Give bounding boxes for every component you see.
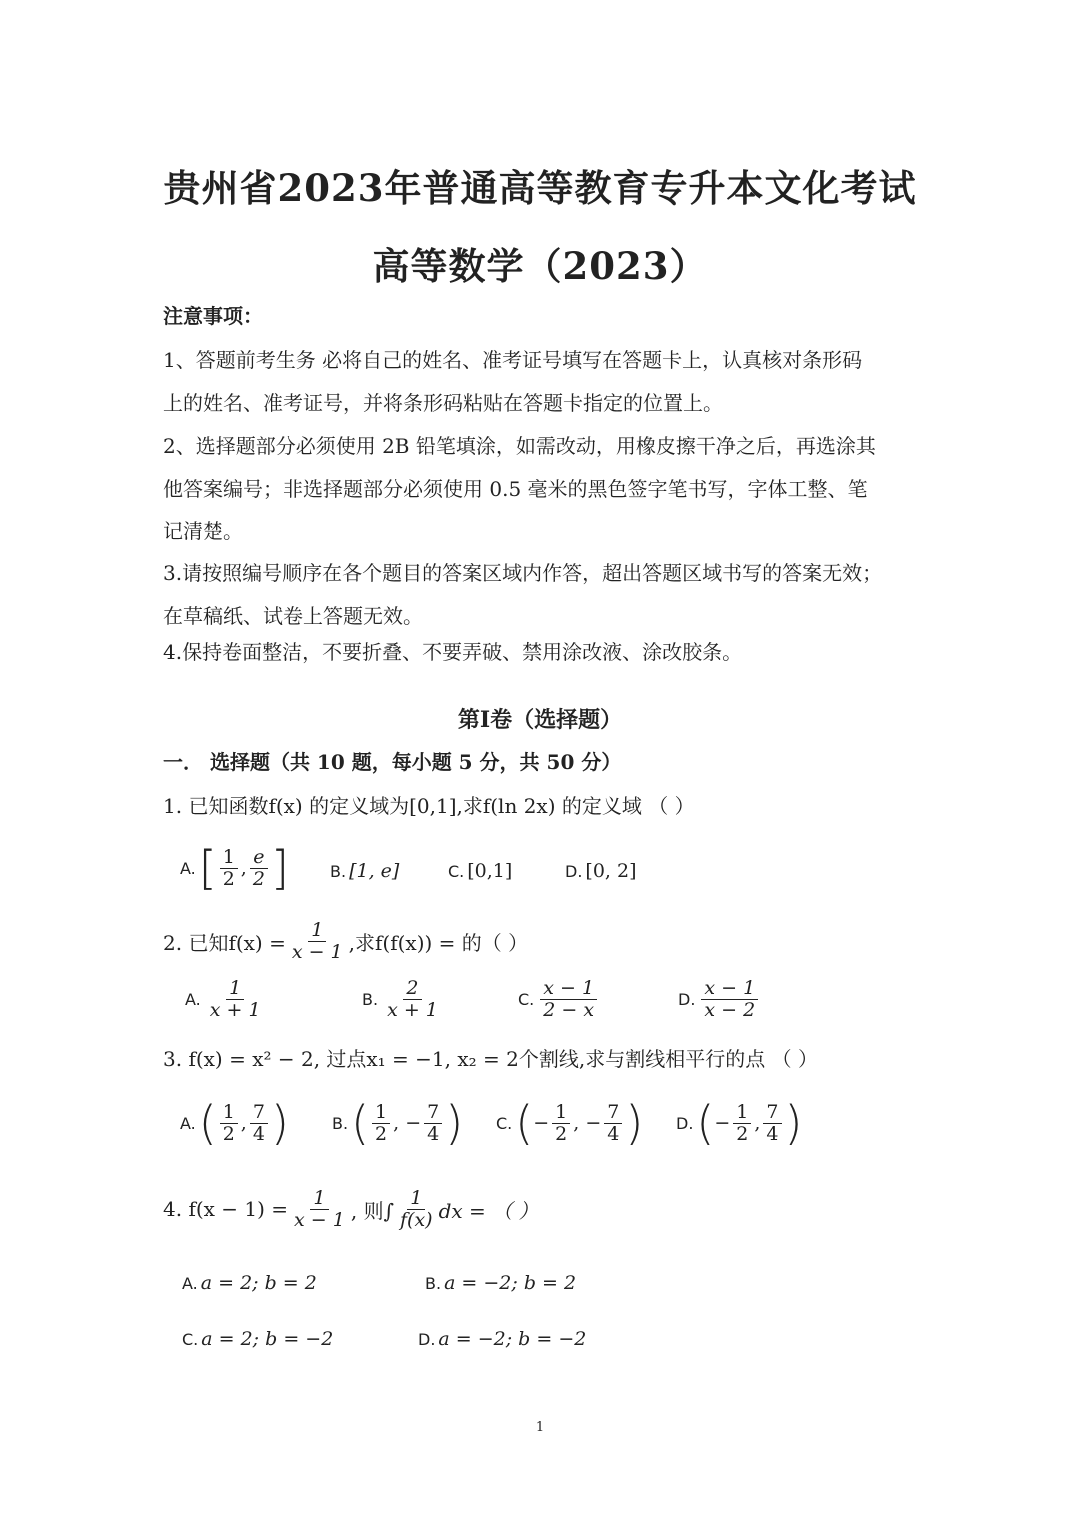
page-number: 1 (535, 1420, 545, 1435)
denominator: 2 (222, 867, 235, 890)
option-value: a = −2; b = −2 (438, 1328, 587, 1350)
right-paren: ) (445, 1096, 464, 1150)
part-heading: 一． 选择题（共 10 题，每小题 5 分，共 50 分） (163, 750, 622, 774)
fraction (220, 847, 238, 890)
left-paren: ( (696, 1096, 715, 1150)
option-label: B. (332, 1113, 349, 1133)
denominator: x + 1 (387, 998, 438, 1021)
stem-text: dx = （ ） (438, 1198, 539, 1223)
numerator: 1 (220, 847, 238, 869)
q2-option-b (362, 978, 444, 1021)
notes-heading: 注意事项： (163, 304, 263, 328)
option-value: a = −2; b = 2 (444, 1272, 577, 1294)
option-label: D. (565, 861, 583, 881)
denominator: x − 1 (294, 1208, 345, 1231)
q4-option-c (182, 1328, 333, 1350)
option-label: A. (182, 1273, 198, 1293)
option-value: a = 2; b = 2 (200, 1272, 317, 1294)
numerator: 1 (372, 1102, 390, 1124)
right-bracket: ] (270, 841, 289, 895)
fraction (291, 1188, 348, 1231)
q2-option-d (678, 978, 761, 1021)
numerator: e (250, 847, 267, 869)
q4-option-d (418, 1328, 586, 1350)
fraction (372, 1102, 390, 1145)
denominator: 4 (607, 1122, 620, 1145)
q3-option-a (180, 1096, 289, 1150)
separator: , − (393, 1112, 422, 1134)
numerator: 1 (220, 1102, 238, 1124)
exam-subtitle: 高等数学（2023） (372, 244, 708, 288)
stem-text: 4. f(x − 1) = (163, 1197, 289, 1222)
numerator: 7 (424, 1102, 442, 1124)
question-4-stem (163, 1188, 539, 1231)
fraction (220, 1102, 238, 1145)
numerator: x − 1 (540, 978, 597, 1000)
option-label: D. (418, 1329, 436, 1349)
notes-line: 上的姓名、准考证号，并将条形码粘贴在答题卡指定的位置上。 (163, 391, 723, 415)
notes-line: 记清楚。 (163, 519, 243, 543)
question-1-stem: 1. 已知函数f(x) 的定义域为[0,1],求f(ln 2x) 的定义域 （ ） (163, 794, 695, 818)
denominator: x − 1 (291, 940, 343, 963)
q3-option-d (676, 1096, 803, 1150)
fraction (250, 1102, 268, 1145)
q4-option-a (182, 1272, 317, 1294)
stem-text: ,求f(f(x)) = 的（ ） (348, 930, 529, 955)
denominator: 4 (766, 1122, 779, 1145)
question-3-stem: 3. f(x) = x² − 2, 过点x₁ = −1, x₂ = 2个割线,求与割线相平行的点 （ ） (163, 1047, 818, 1071)
fraction (701, 978, 758, 1021)
denominator: 2 (375, 1122, 388, 1145)
question-2-stem (163, 920, 528, 963)
q1-option-b (330, 860, 399, 882)
denominator: f(x) (400, 1208, 433, 1231)
option-label: A. (180, 1113, 196, 1133)
exam-title: 贵州省2023年普通高等教育专升本文化考试 (163, 166, 917, 210)
option-value: [1, e] (349, 860, 400, 882)
numerator: 1 (733, 1102, 751, 1124)
notes-line: 他答案编号；非选择题部分必须使用 0.5 毫米的黑色签字笔书写，字体工整、笔 (163, 477, 868, 501)
fraction (289, 920, 346, 963)
fraction (552, 1102, 570, 1145)
option-label: C. (496, 1113, 513, 1133)
option-label: A. (185, 989, 201, 1009)
denominator: 2 (555, 1122, 568, 1145)
option-label: B. (362, 989, 379, 1009)
fraction (384, 978, 441, 1021)
q3-option-b (332, 1096, 464, 1150)
option-label: B. (425, 1273, 442, 1293)
right-paren: ) (784, 1096, 803, 1150)
notes-line: 1、答题前考生务 必将自己的姓名、准考证号填写在答题卡上，认真核对条形码 (163, 348, 863, 372)
stem-text: 2. 已知f(x) = (163, 930, 286, 955)
numerator: 1 (552, 1102, 570, 1124)
option-label: D. (676, 1113, 694, 1133)
notes-line: 4.保持卷面整洁，不要折叠、不要弄破、禁用涂改液、涂改胶条。 (163, 640, 743, 664)
left-paren: ( (198, 1096, 217, 1150)
numerator: 7 (250, 1102, 268, 1124)
right-paren: ) (625, 1096, 644, 1150)
separator: , (754, 1112, 761, 1134)
q3-option-c (496, 1096, 644, 1150)
denominator: 4 (427, 1122, 440, 1145)
left-bracket: [ (198, 841, 217, 895)
fraction (250, 847, 268, 890)
separator: , (240, 1112, 247, 1134)
denominator: 2 (736, 1122, 749, 1145)
stem-text: , 则∫ (350, 1198, 394, 1223)
left-paren: ( (515, 1096, 534, 1150)
notes-line: 在草稿纸、试卷上答题无效。 (163, 604, 423, 628)
option-label: C. (448, 861, 465, 881)
numerator: 1 (407, 1188, 425, 1210)
option-label: C. (518, 989, 535, 1009)
q2-option-c (518, 978, 600, 1021)
denominator: x + 1 (209, 998, 261, 1021)
option-label: D. (678, 989, 696, 1009)
denominator: x − 2 (704, 998, 756, 1021)
q4-option-b (425, 1272, 576, 1294)
numerator: 2 (403, 978, 421, 1000)
numerator: x − 1 (701, 978, 758, 1000)
option-label: C. (182, 1329, 199, 1349)
denominator: 2 (252, 867, 265, 890)
denominator: 2 − x (543, 998, 595, 1021)
option-value: [0, 2] (585, 860, 637, 882)
fraction (763, 1102, 781, 1145)
q2-option-a (185, 978, 267, 1021)
right-paren: ) (270, 1096, 289, 1150)
numerator: 7 (763, 1102, 781, 1124)
notes-line: 2、选择题部分必须使用 2B 铅笔填涂，如需改动，用橡皮擦干净之后，再选涂其 (163, 434, 876, 458)
fraction (540, 978, 597, 1021)
fraction (207, 978, 264, 1021)
fraction (604, 1102, 622, 1145)
numerator: 1 (308, 920, 326, 942)
option-label: B. (330, 861, 347, 881)
numerator: 1 (310, 1188, 328, 1210)
option-label: A. (180, 858, 196, 878)
denominator: 4 (252, 1122, 265, 1145)
fraction (424, 1102, 442, 1145)
numerator: 7 (604, 1102, 622, 1124)
q1-option-a: A. [ $\frac{1}{2}$ , $\frac{e}{2}$ ] (180, 841, 289, 895)
q1-option-d (565, 860, 637, 882)
separator: , − (573, 1112, 602, 1134)
denominator: 2 (222, 1122, 235, 1145)
minus-sign: − (714, 1112, 731, 1134)
numerator: 1 (226, 978, 244, 1000)
option-value: a = 2; b = −2 (201, 1328, 334, 1350)
fraction (733, 1102, 751, 1145)
section-title: 第Ⅰ卷（选择题） (457, 707, 623, 733)
notes-line: 3.请按照编号顺序在各个题目的答案区域内作答，超出答题区域书写的答案无效； (163, 561, 883, 585)
q1-option-c (448, 860, 512, 882)
left-paren: ( (351, 1096, 370, 1150)
fraction (397, 1188, 436, 1231)
minus-sign: − (533, 1112, 550, 1134)
option-value: [0,1] (467, 860, 513, 882)
